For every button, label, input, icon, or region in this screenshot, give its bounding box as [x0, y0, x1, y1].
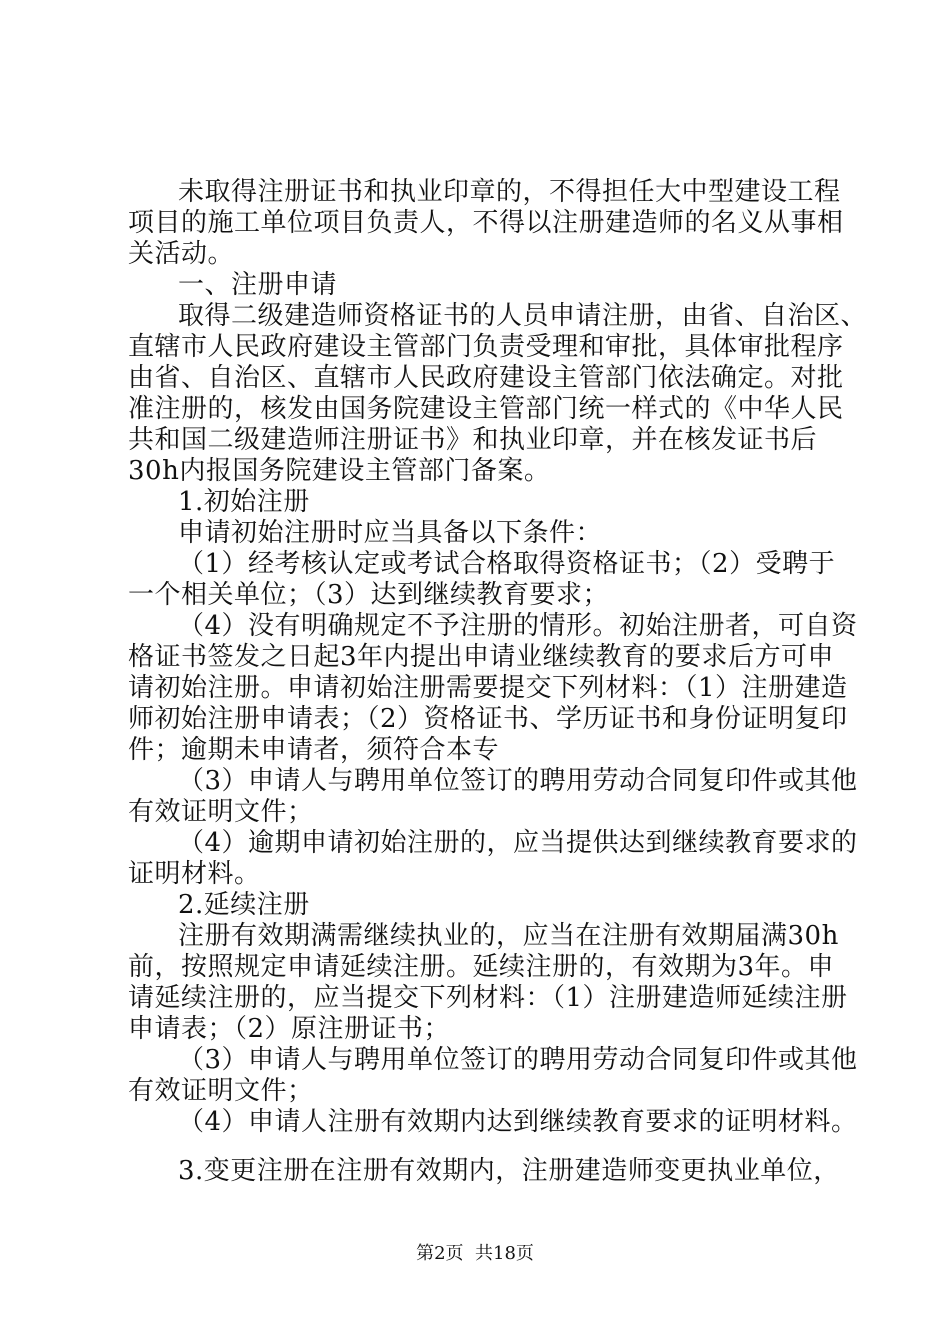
text-line: （3）申请人与聘用单位签订的聘用劳动合同复印件或其他	[178, 766, 858, 796]
text-line: 件；逾期未申请者，须符合本专	[128, 735, 500, 765]
text-line: 直辖市人民政府建设主管部门负责受理和审批，具体审批程序	[128, 332, 844, 362]
text-line: （4）没有明确规定不予注册的情形。初始注册者，可自资	[178, 611, 858, 641]
page-footer: 第2页 共18页	[416, 1243, 534, 1264]
text-line: 共和国二级建造师注册证书》和执业印章，并在核发证书后	[128, 425, 818, 455]
text-line: 请延续注册的，应当提交下列材料：（1）注册建造师延续注册	[128, 983, 848, 1013]
subsection-heading: 2.延续注册	[178, 890, 310, 920]
text-line: 证明材料。	[128, 859, 261, 889]
text-line: 有效证明文件；	[128, 797, 314, 827]
text-line: 由省、自治区、直辖市人民政府建设主管部门依法确定。对批	[128, 363, 844, 393]
section-heading: 一、注册申请	[178, 270, 338, 300]
text-line: 格证书签发之日起3年内提出申请业继续教育的要求后方可申	[128, 642, 835, 672]
text-line: 准注册的，核发由国务院建设主管部门统一样式的《中华人民	[128, 394, 844, 424]
text-line: 项目的施工单位项目负责人，不得以注册建造师的名义从事相	[128, 208, 844, 238]
text-line: 师初始注册申请表；（2）资格证书、学历证书和身份证明复印	[128, 704, 848, 734]
subsection-heading: 1.初始注册	[178, 487, 310, 517]
text-line: 注册有效期满需继续执业的，应当在注册有效期届满30h	[178, 921, 839, 951]
text-line: （4）申请人注册有效期内达到继续教育要求的证明材料。	[178, 1107, 858, 1137]
text-line: （3）申请人与聘用单位签订的聘用劳动合同复印件或其他	[178, 1045, 858, 1075]
text-line: 有效证明文件；	[128, 1076, 314, 1106]
subsection-heading: 3.变更注册在注册有效期内，注册建造师变更执业单位，	[178, 1156, 840, 1186]
text-line: 关活动。	[128, 239, 235, 269]
text-line: （1）经考核认定或考试合格取得资格证书；（2）受聘于	[178, 549, 836, 579]
text-line: 未取得注册证书和执业印章的，不得担任大中型建设工程	[178, 177, 841, 207]
text-line: 申请表；（2）原注册证书；	[128, 1014, 451, 1044]
text-line: 申请初始注册时应当具备以下条件：	[178, 518, 603, 548]
text-line: 一个相关单位；（3）达到继续教育要求；	[128, 580, 610, 610]
text-line: （4）逾期申请初始注册的，应当提供达到继续教育要求的	[178, 828, 858, 858]
text-line: 30h内报国务院建设主管部门备案。	[128, 456, 551, 486]
text-line: 取得二级建造师资格证书的人员申请注册，由省、自治区、	[178, 301, 868, 331]
text-line: 前，按照规定申请延续注册。延续注册的，有效期为3年。申	[128, 952, 835, 982]
text-line: 请初始注册。申请初始注册需要提交下列材料：（1）注册建造	[128, 673, 848, 703]
